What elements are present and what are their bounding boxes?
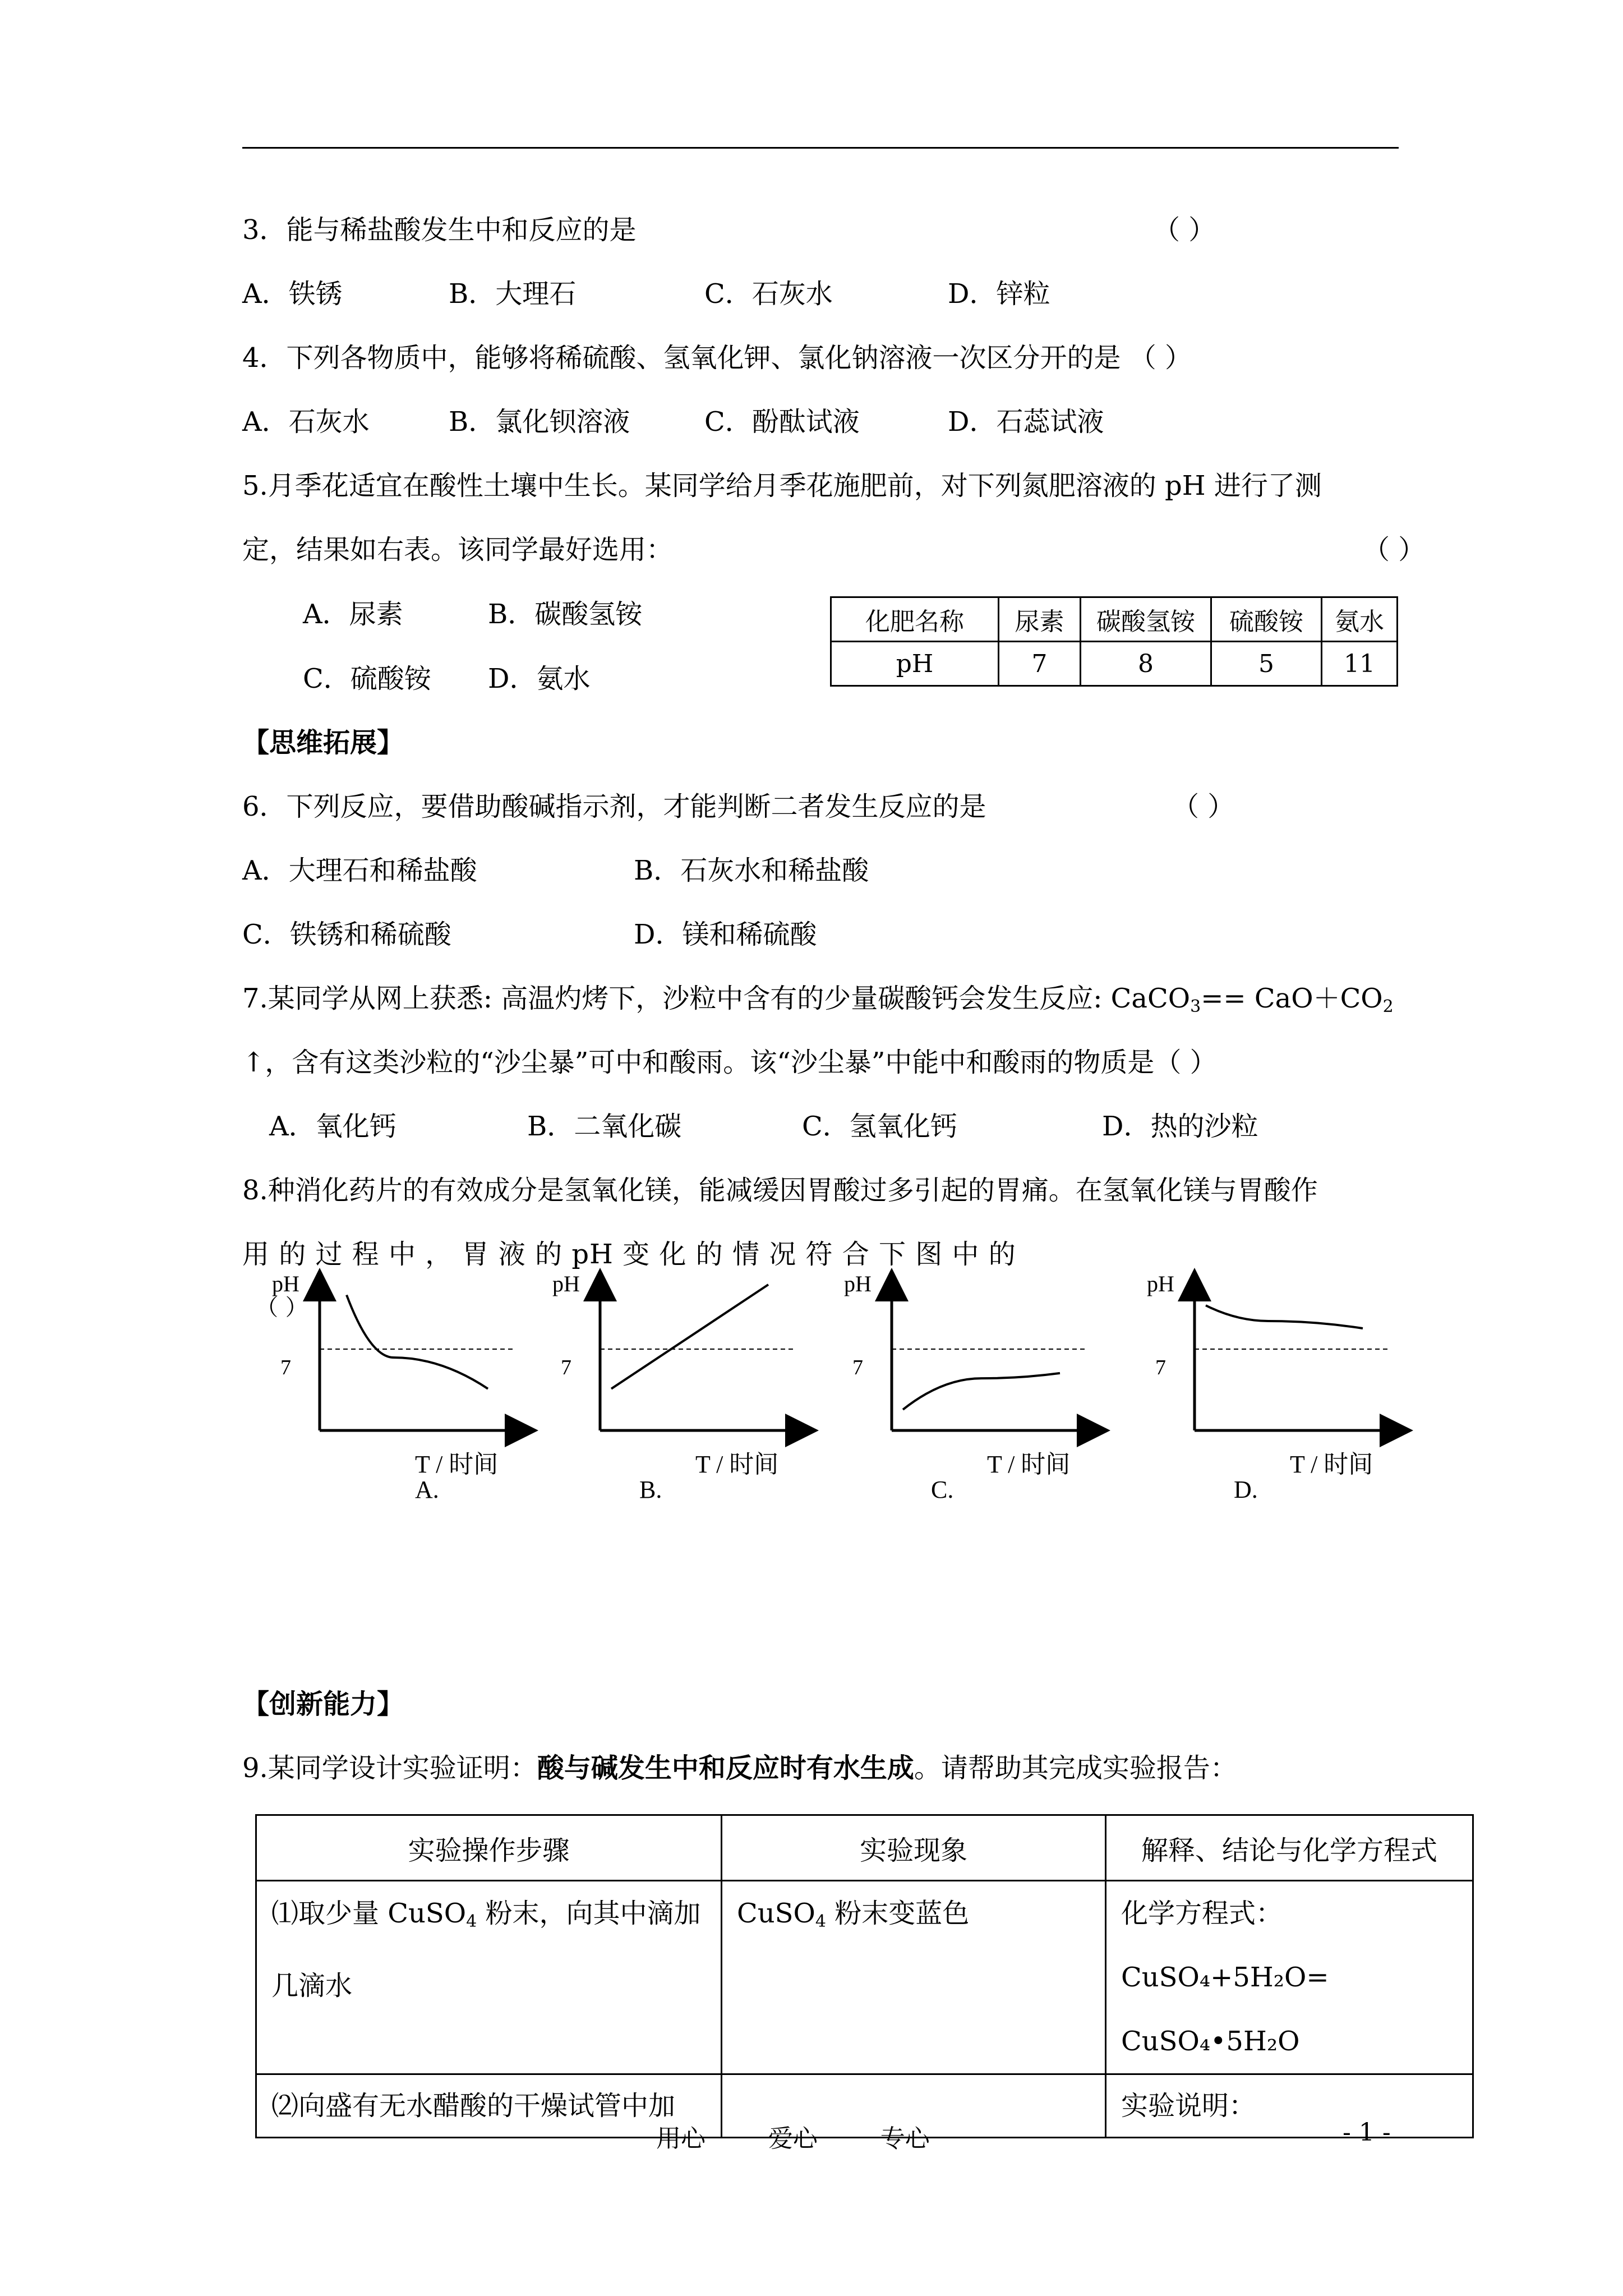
q6-option-a: A．大理石和稀盐酸: [242, 855, 477, 886]
table-header-cell: 实验现象: [722, 1815, 1106, 1881]
table-row: [256, 1815, 1473, 1881]
q9-experiment-report-table: [255, 1814, 1474, 2138]
table-header-cell: 氨水: [1322, 597, 1398, 642]
table-header-cell: 硫酸铵: [1211, 597, 1322, 642]
q9-stem-emphasis: 酸与碱发生中和反应时有水生成: [537, 1752, 914, 1784]
chart-option-label: A.: [415, 1476, 439, 1503]
section-heading-innovation: 【创新能力】: [242, 1688, 404, 1720]
table-row: [256, 1881, 1473, 2074]
table-cell-step: ⑴取少量 CuSO$_4$ 粉末，向其中滴加 几滴水: [256, 1881, 722, 2074]
q4-option-c: C．酚酞试液: [704, 406, 860, 438]
q4-option-d: D．石蕊试液: [948, 406, 1104, 438]
ph-curve: [1206, 1305, 1363, 1328]
table-header-cell: 解释、结论与化学方程式: [1106, 1815, 1473, 1881]
header-rule: [242, 147, 1399, 149]
q6-option-d: D．镁和稀硫酸: [634, 919, 817, 950]
q5-fertilizer-ph-table: [830, 596, 1398, 687]
ph-curve: [347, 1295, 488, 1389]
q3-stem: 3．能与稀盐酸发生中和反应的是: [242, 214, 637, 246]
q6-stem: 6．下列反应，要借助酸碱指示剂，才能判断二者发生反应的是: [242, 791, 986, 822]
q3-option-b: B．大理石: [449, 278, 577, 310]
chart-4: [1147, 1271, 1408, 1503]
chart-2: [552, 1271, 813, 1503]
q3-option-d: D．锌粒: [948, 278, 1050, 310]
table-cell: 5: [1211, 642, 1322, 686]
table-cell: 8: [1081, 642, 1211, 686]
table-cell-conclusion: 化学方程式： CuSO₄+5H₂O= CuSO₄•5H₂O: [1106, 1881, 1473, 2074]
q3-option-c: C．石灰水: [704, 278, 833, 310]
q6-option-c: C．铁锈和稀硫酸: [242, 919, 451, 950]
q7-stem-line2: ↑，含有这类沙粒的“沙尘暴”可中和酸雨。该“沙尘暴”中能中和酸雨的物质是（ ）: [242, 1047, 1217, 1078]
table-cell: 11: [1322, 642, 1398, 686]
chart-option-label: C.: [931, 1476, 954, 1503]
y-axis-label: pH: [1147, 1271, 1174, 1296]
q7-option-c: C．氢氧化钙: [802, 1111, 957, 1142]
q7-stem-line1: 7.某同学从网上获悉: 高温灼烤下，沙粒中含有的少量碳酸钙会发生反应: CaCO$_3$== $CaO+CO_2$: [242, 983, 1394, 1016]
footer-motto: 用心 爱心 专心: [656, 2124, 930, 2153]
table-header-cell: 化肥名称: [831, 597, 999, 642]
q9-stem: 9.某同学设计实验证明：酸与碱发生中和反应时有水生成。请帮助其完成实验报告：: [242, 1752, 1237, 1784]
q8-stem-line1: 8.种消化药片的有效成分是氢氧化镁，能减缓因胃酸过多引起的胃痛。在氢氧化镁与胃酸作: [242, 1175, 1318, 1206]
footer-page-number: - 1 -: [1343, 2118, 1391, 2147]
q5-option-c: C．硫酸铵: [303, 663, 431, 694]
table-row: [831, 597, 1398, 642]
y-axis-label: pH: [844, 1271, 872, 1296]
y-tick-label: 7: [1155, 1356, 1166, 1379]
table-header-cell: 碳酸氢铵: [1081, 597, 1211, 642]
q8-stem-line2: 用 的 过 程 中 ， 胃 液 的 pH 变 化 的 情 况 符 合 下 图 中 的: [242, 1239, 1016, 1270]
q8-answer-paren: （ ）: [256, 1295, 308, 1320]
x-axis-label: T / 时间: [1290, 1451, 1373, 1478]
y-tick-label: 7: [852, 1356, 863, 1379]
q7-option-a: A．氧化钙: [269, 1111, 396, 1142]
y-tick-label: 7: [561, 1356, 571, 1379]
table-header-cell: 实验操作步骤: [256, 1815, 722, 1881]
table-cell: 7: [999, 642, 1081, 686]
table-header-cell: 尿素: [999, 597, 1081, 642]
q5-stem-line1: 5.月季花适宜在酸性土壤中生长。某同学给月季花施肥前，对下列氮肥溶液的 pH 进行了测: [242, 470, 1322, 501]
q5-option-a: A．尿素: [303, 599, 403, 630]
q6-option-b: B．石灰水和稀盐酸: [634, 855, 869, 886]
q5-stem-line2: 定，结果如右表。该同学最好选用：: [242, 534, 674, 565]
table-cell-step: ⑵向盛有无水醋酸的干燥试管中加: [256, 2074, 722, 2138]
table-cell-phenomenon: CuSO$_4$ 粉末变蓝色: [722, 1881, 1106, 2074]
x-axis-label: T / 时间: [415, 1451, 499, 1478]
x-axis-label: T / 时间: [695, 1451, 779, 1478]
section-heading-thinking: 【思维拓展】: [242, 727, 404, 758]
x-axis-label: T / 时间: [987, 1451, 1071, 1478]
q6-answer-paren: （ ）: [1172, 791, 1235, 822]
q4-option-b: B．氯化钡溶液: [449, 406, 630, 438]
q8-ph-charts: [264, 1268, 1441, 1537]
chart-option-label: B.: [639, 1476, 662, 1503]
y-tick-label: 7: [280, 1356, 291, 1379]
q7-option-d: D．热的沙粒: [1102, 1111, 1258, 1142]
ph-curve: [903, 1373, 1060, 1410]
ph-curve: [611, 1285, 768, 1389]
chart-1: [272, 1271, 533, 1503]
q3-answer-paren: （ ）: [1153, 214, 1216, 246]
q4-stem: 4．下列各物质中，能够将稀硫酸、氢氧化钾、氯化钠溶液一次区分开的是 （ ）: [242, 342, 1192, 374]
q4-option-a: A．石灰水: [242, 406, 370, 438]
table-cell: pH: [831, 642, 999, 686]
q5-option-d: D．氨水: [488, 663, 591, 694]
q7-option-b: B．二氧化碳: [527, 1111, 682, 1142]
q5-answer-paren: （ ）: [1363, 534, 1426, 565]
table-cell-conclusion: 实验说明：: [1106, 2074, 1473, 2138]
y-axis-label: pH: [552, 1271, 580, 1296]
q5-option-b: B．碳酸氢铵: [488, 599, 643, 630]
q3-option-a: A．铁锈: [242, 278, 343, 310]
chart-option-label: D.: [1234, 1476, 1258, 1503]
table-row: [831, 642, 1398, 686]
y-axis-label: pH: [272, 1271, 299, 1296]
chart-3: [844, 1271, 1105, 1503]
